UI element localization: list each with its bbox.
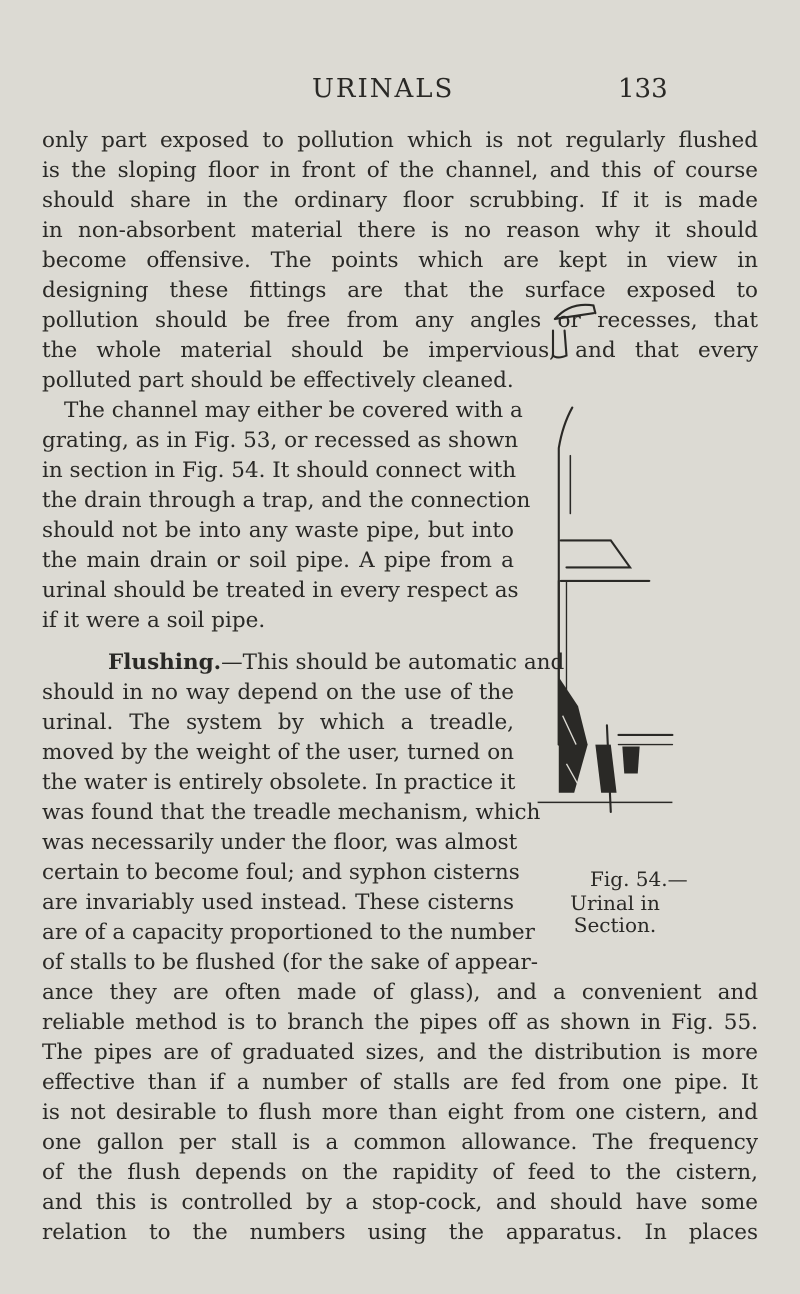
text-line: was found that the treadle mechanism, which bbox=[42, 800, 541, 825]
running-title: URINALS bbox=[312, 74, 455, 104]
text-line: the whole material should be impervious, and that every bbox=[42, 338, 758, 363]
text-line: of stalls to be flushed (for the sake of appear- bbox=[42, 950, 539, 975]
text-line: only part exposed to pollution which is not regularly flushed bbox=[42, 128, 758, 153]
text-line: moved by the weight of the user, turned on bbox=[42, 740, 514, 765]
text-line: one gallon per stall is a common allowance. The frequency bbox=[42, 1130, 758, 1155]
text-line: are of a capacity proportioned to the number bbox=[42, 920, 535, 945]
text-line: the drain through a trap, and the connection bbox=[42, 488, 531, 513]
figure-caption-title: Urinal in bbox=[570, 891, 660, 915]
text-line: in non-absorbent material there is no reason why it should bbox=[42, 218, 758, 243]
text-line: should not be into any waste pipe, but into bbox=[42, 518, 514, 543]
text-line: is the sloping floor in front of the channel, and this of course bbox=[42, 158, 758, 183]
text-line: the main drain or soil pipe. A pipe from a bbox=[42, 548, 514, 573]
text-line: are invariably used instead. These cisterns bbox=[42, 890, 514, 915]
text-line: designing these fittings are that the surface exposed to bbox=[42, 278, 758, 303]
text-line: if it were a soil pipe. bbox=[42, 608, 266, 633]
text-line: should in no way depend on the use of the bbox=[42, 680, 514, 705]
text-line: become offensive. The points which are kept in view in bbox=[42, 248, 758, 273]
urinal-section-figure bbox=[530, 292, 670, 832]
text-line: the water is entirely obsolete. In practice it bbox=[42, 770, 516, 795]
figure-caption-number: Fig. 54.— bbox=[590, 867, 688, 891]
text-line: ance they are often made of glass), and a convenient and bbox=[42, 980, 758, 1005]
text-line: Flushing.—This should be automatic and bbox=[108, 650, 565, 675]
text-line: was necessarily under the floor, was almost bbox=[42, 830, 518, 855]
text-line: The channel may either be covered with a bbox=[64, 398, 523, 423]
page-header bbox=[0, 74, 800, 106]
page-number: 133 bbox=[618, 74, 668, 104]
text-line: and this is controlled by a stop-cock, and should have some bbox=[42, 1190, 758, 1215]
text-line: effective than if a number of stalls are fed from one pipe. It bbox=[42, 1070, 758, 1095]
section-lead: Flushing. bbox=[108, 650, 222, 675]
text-line: polluted part should be effectively cleaned. bbox=[42, 368, 514, 393]
text-line: grating, as in Fig. 53, or recessed as shown bbox=[42, 428, 519, 453]
text-line: urinal. The system by which a treadle, bbox=[42, 710, 514, 735]
text-line: of the flush depends on the rapidity of feed to the cistern, bbox=[42, 1160, 758, 1185]
text-line: certain to become foul; and syphon cisterns bbox=[42, 860, 520, 885]
text-line: relation to the numbers using the apparatus. In places bbox=[42, 1220, 758, 1245]
text-line: pollution should be free from any angles or recesses, that bbox=[42, 308, 758, 333]
text-line: urinal should be treated in every respect as bbox=[42, 578, 519, 603]
text-line: in section in Fig. 54. It should connect with bbox=[42, 458, 517, 483]
figure-caption-subtitle: Section. bbox=[573, 913, 657, 937]
urinal-section-illustration bbox=[530, 292, 680, 812]
text-line: is not desirable to flush more than eight from one cistern, and bbox=[42, 1100, 758, 1125]
text-line: should share in the ordinary floor scrubbing. If it is made bbox=[42, 188, 758, 213]
text-line: The pipes are of graduated sizes, and the distribution is more bbox=[42, 1040, 758, 1065]
text-line: reliable method is to branch the pipes off as shown in Fig. 55. bbox=[42, 1010, 758, 1035]
